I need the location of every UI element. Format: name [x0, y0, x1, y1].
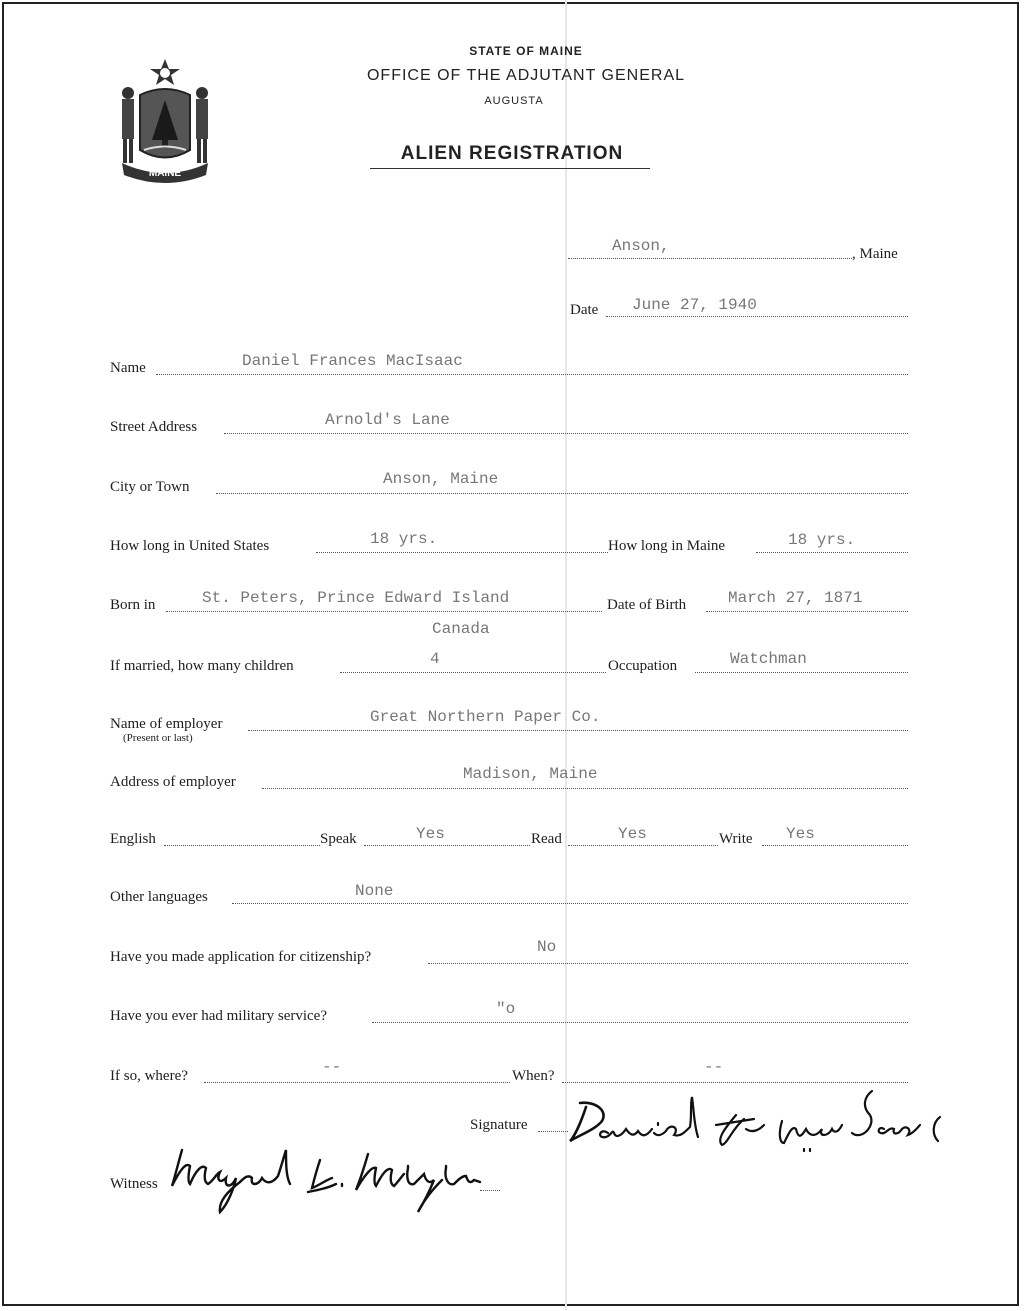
- citizenship-value: No: [537, 938, 557, 956]
- name-line: [156, 374, 908, 375]
- write-value: Yes: [786, 825, 815, 843]
- read-line: [568, 845, 718, 846]
- name-label: Name: [110, 360, 146, 376]
- born-country-value: Canada: [432, 620, 490, 638]
- date-label: Date: [570, 302, 599, 318]
- citizenship-line: [428, 963, 908, 964]
- english-line: [164, 845, 320, 846]
- header-office: OFFICE OF THE ADJUTANT GENERAL: [366, 67, 686, 84]
- where-value: --: [322, 1058, 342, 1076]
- born-line: [166, 611, 602, 612]
- children-line: [340, 672, 606, 673]
- city-label: City or Town: [110, 479, 190, 495]
- where-line: [204, 1082, 510, 1083]
- signature-handwritten: Daniel F. MacIsaac: [566, 1159, 574, 1160]
- dob-label: Date of Birth: [607, 597, 687, 613]
- citizenship-label: Have you made application for citizenship?: [110, 949, 372, 965]
- signature-image: [566, 1085, 966, 1160]
- city-value: Anson, Maine: [383, 470, 499, 488]
- occupation-label: Occupation: [608, 658, 678, 674]
- title-underline: [370, 168, 650, 169]
- page-title: ALIEN REGISTRATION: [400, 143, 624, 164]
- employer-address-label: Address of employer: [110, 774, 236, 790]
- military-value: "o: [496, 1000, 516, 1018]
- employer-sublabel: (Present or last): [123, 732, 193, 744]
- occupation-value: Watchman: [730, 650, 807, 668]
- occupation-line: [695, 672, 908, 673]
- read-value: Yes: [618, 825, 647, 843]
- maine-duration-value: 18 yrs.: [788, 531, 856, 549]
- name-value: Daniel Frances MacIsaac: [242, 352, 463, 370]
- witness-label: Witness: [110, 1176, 158, 1192]
- read-label: Read: [531, 831, 562, 847]
- write-label: Write: [719, 831, 753, 847]
- other-languages-value: None: [355, 882, 394, 900]
- employer-line: [248, 730, 908, 731]
- street-line: [224, 433, 908, 434]
- us-duration-value: 18 yrs.: [370, 530, 438, 548]
- place-line: [568, 258, 852, 259]
- city-line: [216, 493, 908, 494]
- employer-label: Name of employer: [110, 716, 223, 732]
- place-suffix: , Maine: [852, 246, 898, 262]
- speak-value: Yes: [416, 825, 445, 843]
- born-label: Born in: [110, 597, 156, 613]
- date-value: June 27, 1940: [632, 296, 757, 314]
- witness-handwritten: Margaret L. Mingin: [168, 1219, 176, 1220]
- maine-duration-line: [756, 552, 908, 553]
- when-line: [562, 1082, 908, 1083]
- english-label: English: [110, 831, 156, 847]
- where-label: If so, where?: [110, 1068, 188, 1084]
- military-line: [372, 1022, 908, 1023]
- maine-duration-label: How long in Maine: [608, 538, 726, 554]
- witness-line: [480, 1190, 500, 1191]
- us-duration-line: [316, 552, 608, 553]
- employer-value: Great Northern Paper Co.: [370, 708, 601, 726]
- when-label: When?: [512, 1068, 555, 1084]
- speak-line: [364, 845, 530, 846]
- dob-line: [706, 611, 908, 612]
- dob-value: March 27, 1871: [728, 589, 863, 607]
- signature-label: Signature: [470, 1117, 528, 1133]
- header-state: STATE OF MAINE: [469, 44, 583, 58]
- date-line: [606, 316, 908, 317]
- employer-address-line: [262, 788, 908, 789]
- place-value: Anson,: [612, 237, 670, 255]
- street-value: Arnold's Lane: [325, 411, 450, 429]
- speak-label: Speak: [320, 831, 357, 847]
- other-languages-line: [232, 903, 908, 904]
- write-line: [762, 845, 908, 846]
- when-value: --: [704, 1058, 724, 1076]
- signature-line: [538, 1131, 568, 1132]
- witness-signature-image: [168, 1140, 508, 1220]
- children-label: If married, how many children: [110, 658, 294, 674]
- military-label: Have you ever had military service?: [110, 1008, 327, 1024]
- other-languages-label: Other languages: [110, 889, 208, 905]
- us-duration-label: How long in United States: [110, 538, 270, 554]
- header-city: AUGUSTA: [484, 95, 544, 107]
- born-value: St. Peters, Prince Edward Island: [202, 589, 510, 607]
- children-value: 4: [430, 650, 440, 668]
- street-label: Street Address: [110, 419, 198, 435]
- employer-address-value: Madison, Maine: [463, 765, 598, 783]
- seal-text: MAINE: [148, 168, 182, 179]
